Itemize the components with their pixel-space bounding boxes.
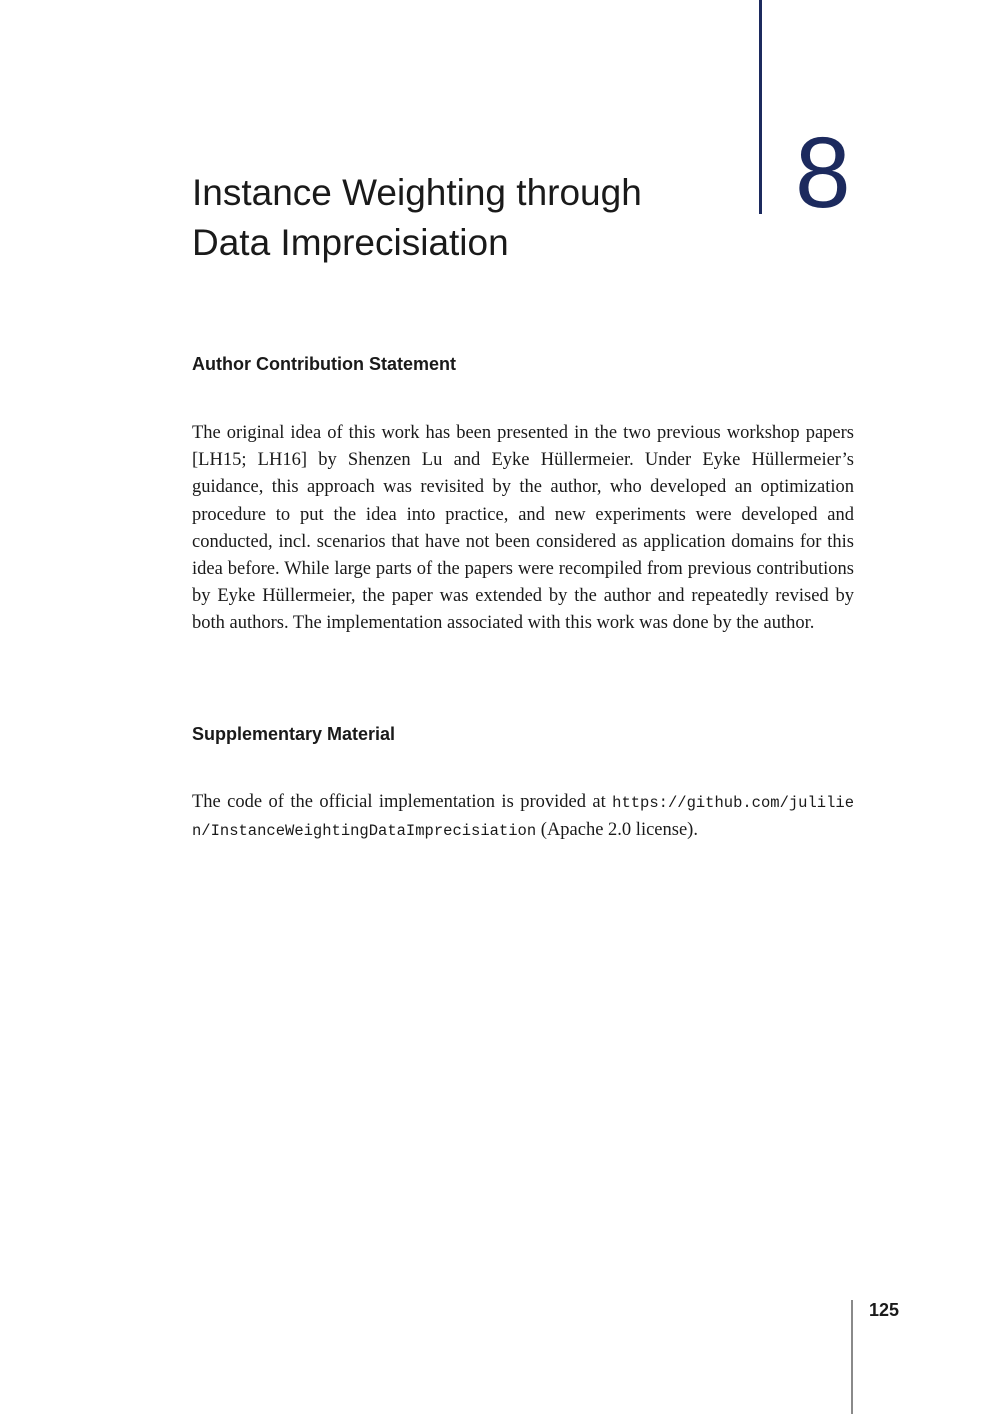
chapter-title	[192, 168, 732, 268]
page-number: 125	[869, 1300, 900, 1320]
chapter-number: 8	[795, 117, 851, 229]
page-number-rule	[851, 1300, 853, 1414]
supplementary-text-after: (Apache 2.0 license).	[536, 820, 698, 841]
supplementary-material-paragraph	[192, 789, 854, 845]
author-contribution-heading: Author Contribution Statement	[192, 354, 456, 374]
supplementary-text-before: The code of the official implementation is provided at	[192, 792, 613, 812]
author-contribution-paragraph: The original idea of this work has been presented in the two previous workshop papers [LH15; LH16] by Shenzen Lu and Eyke Hüllermeier. Under Eyke Hüllermeier’s guidance, this approach was revisited by the author, who developed an optimization procedure to put the idea into practice, and new experiments were developed and conducted, incl. scenarios that have not been considered as application domains for this idea before. While large parts of the papers were recompiled from previous contributions by Eyke Hüllermeier, the paper was extended by the author and repeatedly revised by both authors. The implementation associated with this work was done by the author.	[192, 423, 854, 634]
chapter-rule	[759, 0, 762, 214]
chapter-title-line-1: Instance Weighting through	[192, 172, 642, 213]
implementation-url[interactable]: https://github.com/julilien/InstanceWeightingDataImprecisiation	[192, 794, 854, 841]
supplementary-material-heading: Supplementary Material	[192, 724, 396, 744]
chapter-title-line-2: Data Imprecisiation	[192, 222, 509, 263]
